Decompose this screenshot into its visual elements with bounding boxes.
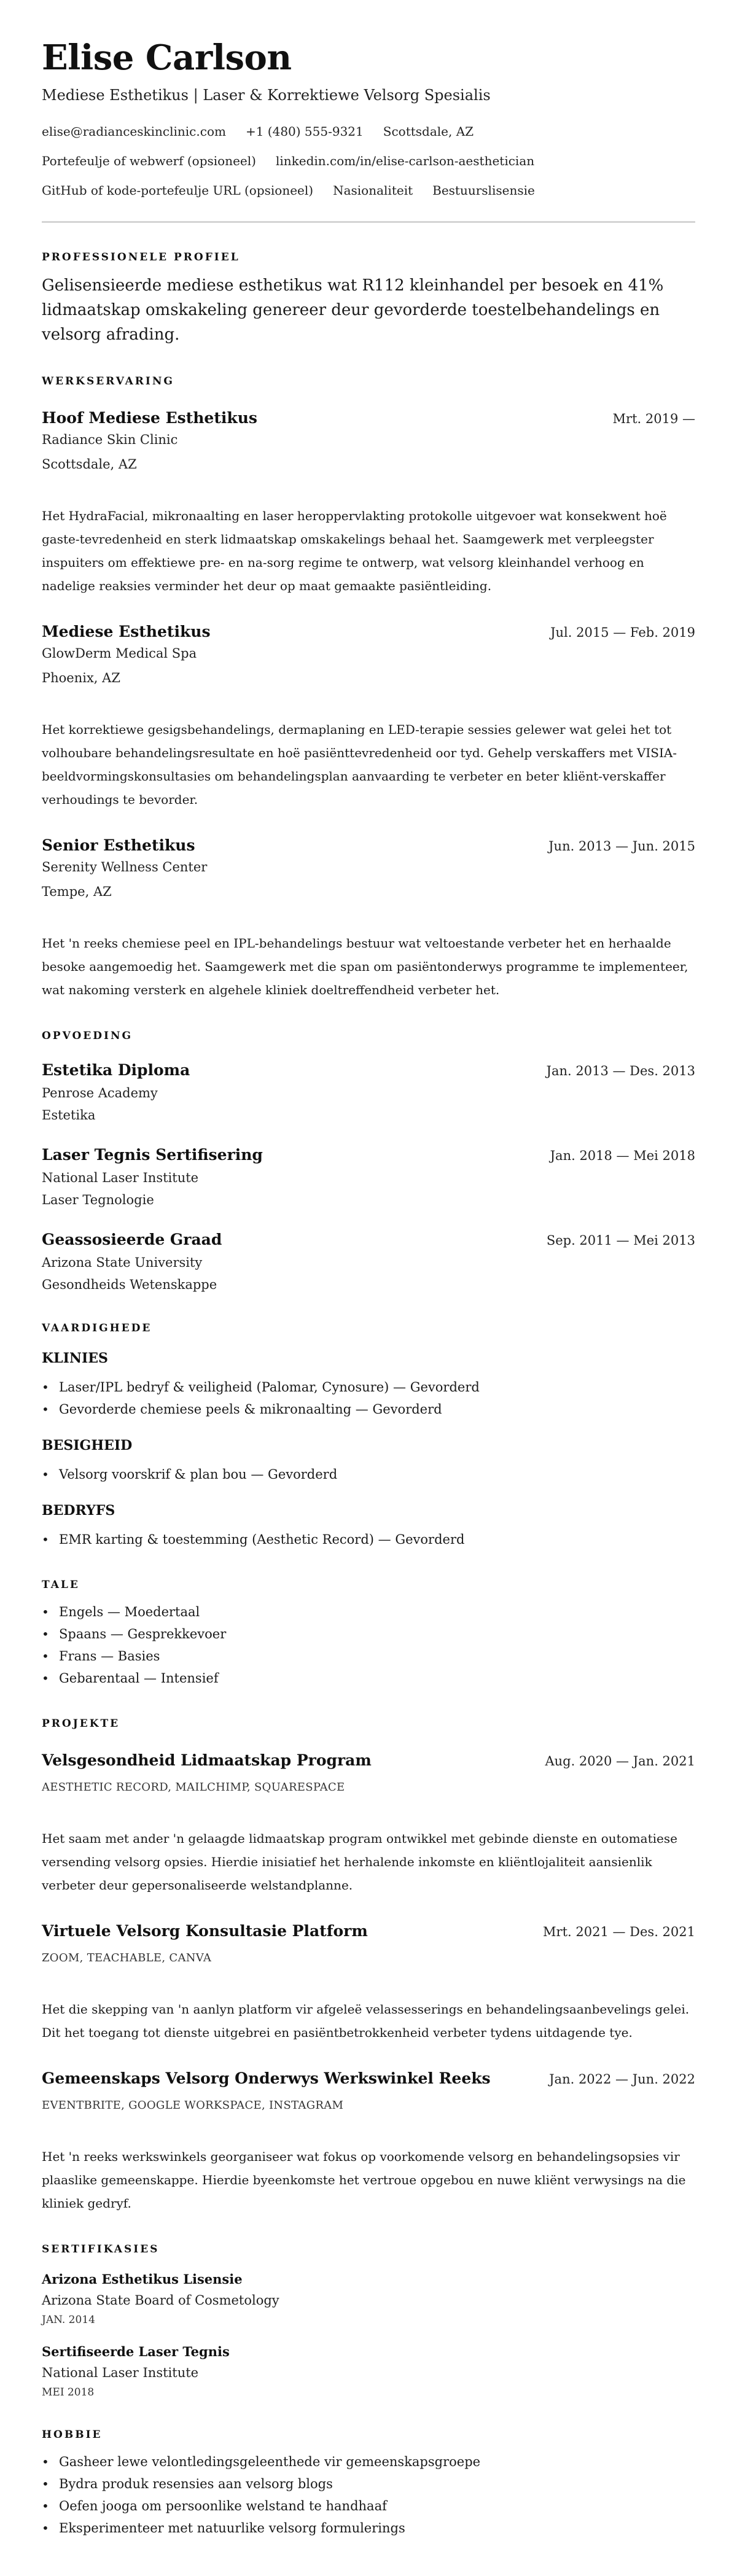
section-title: PROFESSIONELE PROFIEL [42,251,240,263]
certifications-section [42,2242,695,2400]
candidate-name: Elise Carlson [42,37,292,78]
job-location: Phoenix, AZ [42,671,120,685]
contact-nationality: Nasionaliteit [333,183,413,198]
experience-entry [42,408,695,597]
language-item: • Spaans — Gesprekkevoer [42,1623,695,1645]
section-title: TALE [42,1579,80,1591]
certification-date: MEI 2018 [42,2386,95,2399]
job-location: Tempe, AZ [42,884,112,899]
section-title: PROJEKTE [42,1718,120,1730]
language-item: • Engels — Moedertaal [42,1601,695,1623]
header-divider [42,221,695,223]
job-title: Mediese Esthetikus [42,623,211,640]
job-title: Hoof Mediese Esthetikus [42,409,257,427]
education-section [42,1029,695,1294]
skill-category: BESIGHEID [42,1438,133,1453]
hobby-item: • Bydra produk resensies aan velsorg blogs [42,2473,695,2495]
job-description: Het korrektiewe gesigsbehandelings, dermaplaning en LED-terapie sessies gelewer wat gelei het tot volhoubare behandelingsresultate en hoë pasiënttevredenheid oor tyd. Gehelp verskaffers met VISIA-beeldvormingskonsultasies om behandelingsplan aanvaarding te verbeter en beter kliënt-verskaffer verhoudings te bevorder. [42,722,677,807]
job-company: GlowDerm Medical Spa [42,646,197,661]
degree-title: Laser Tegnis Sertifisering [42,1146,263,1164]
hobby-list [42,2451,695,2539]
certification-entry [42,2270,695,2328]
job-location: Scottsdale, AZ [42,457,137,472]
languages-section [42,1578,695,1689]
project-entry [42,1751,695,1897]
skill-item: • Velsorg voorskrif & plan bou — Gevorderd [42,1463,695,1485]
certification-name: Arizona Esthetikus Lisensie [42,2271,243,2287]
contact-location: Scottsdale, AZ [383,124,474,139]
project-dates: Jan. 2022 — Jun. 2022 [549,2072,695,2087]
certification-name: Sertifiseerde Laser Tegnis [42,2344,230,2359]
skills-section [42,1321,695,1551]
education-dates: Jan. 2013 — Des. 2013 [546,1064,695,1078]
project-entry [42,2069,695,2215]
skill-list [42,1376,695,1420]
section-title: SERTIFIKASIES [42,2243,160,2255]
project-dates: Mrt. 2021 — Des. 2021 [543,1924,695,1939]
skill-list [42,1463,695,1485]
job-title: Senior Esthetikus [42,836,195,854]
certification-entry [42,2343,695,2400]
section-title: HOBBIE [42,2429,103,2441]
skill-item: • Laser/IPL bedryf & veiligheid (Palomar, Cynosure) — Gevorderd [42,1376,695,1398]
education-dates: Jan. 2018 — Mei 2018 [550,1148,695,1163]
resume-header [42,36,695,223]
project-tech: ZOOM, TEACHABLE, CANVA [42,1951,212,1964]
job-dates: Jun. 2013 — Jun. 2015 [548,839,695,854]
contact-row [42,182,695,199]
contact-drivers-license: Bestuurslisensie [432,183,535,198]
experience-entry [42,836,695,1002]
contact-row [42,123,695,140]
job-description: Het HydraFacial, mikronaalting en laser heroppervlakting protokolle uitgevoer wat konsekwent hoë gaste-tevredenheid en sterk lidmaatskap omskakelings behaal het. Saamgewerk met verpleegster inspuiters om effektiewe pre- en na-sorg regime te ontwerp, wat velsorg kleinhandel verhoog en nadelige reaksies verminder het deur op maat gemaakte pasiëntleiding. [42,508,667,593]
contact-portfolio[interactable]: Portefeulje of webwerf (opsioneel) [42,154,256,168]
hobby-item: • Gasheer lewe velontledingsgeleenthede vir gemeenskapsgroepe [42,2451,695,2473]
school-name: National Laser Institute [42,1170,199,1185]
education-entry [42,1145,695,1209]
profile-summary: Gelisensieerde mediese esthetikus wat R112 kleinhandel per besoek en 41% lidmaatskap omskakeling genereer deur gevorderde toestelbehandelings en velsorg afrading. [42,276,664,344]
school-name: Arizona State University [42,1255,203,1270]
language-item: • Gebarentaal — Intensief [42,1667,695,1689]
candidate-headline: Mediese Esthetikus | Laser & Korrektiewe Velsorg Spesialis [42,87,491,104]
certification-issuer: Arizona State Board of Cosmetology [42,2293,279,2308]
field-of-study: Gesondheids Wetenskappe [42,1277,217,1292]
project-description: Het 'n reeks werkswinkels georganiseer wat fokus op voorkomende velsorg en behandelingsopsies vir plaaslike gemeenskappe. Hierdie byeenkomste het vertroue opgebou en nuwe kliënt verwysings na die kliniek gedryf. [42,2149,686,2211]
certification-issuer: National Laser Institute [42,2365,199,2380]
project-entry [42,1921,695,2044]
hobby-item: • Eksperimenteer met natuurlike velsorg formulerings [42,2517,695,2539]
project-name: Gemeenskaps Velsorg Onderwys Werkswinkel Reeks [42,2069,491,2087]
hobby-item: • Oefen jooga om persoonlike welstand te handhaaf [42,2495,695,2517]
language-list [42,1601,695,1689]
contact-github[interactable]: GitHub of kode-portefeulje URL (opsioneel) [42,183,314,198]
job-company: Radiance Skin Clinic [42,432,178,447]
education-dates: Sep. 2011 — Mei 2013 [546,1233,695,1248]
education-entry [42,1060,695,1124]
hobbies-section [42,2427,695,2539]
section-title: VAARDIGHEDE [42,1322,152,1334]
certification-date: JAN. 2014 [42,2314,95,2326]
skill-category: BEDRYFS [42,1503,115,1519]
section-title: WERKSERVARING [42,375,174,387]
degree-title: Geassosieerde Graad [42,1231,222,1248]
job-dates: Jul. 2015 — Feb. 2019 [550,625,695,640]
job-dates: Mrt. 2019 — [612,411,695,426]
degree-title: Estetika Diploma [42,1061,190,1079]
project-description: Het saam met ander 'n gelaagde lidmaatskap program ontwikkel met gebinde dienste en outomatiese versending velsorg opsies. Hierdie inisiatief het herhalende inkomste en kliëntlojaliteit aansienlik verbeter deur gepersonaliseerde welstandplanne. [42,1831,677,1893]
language-item: • Frans — Basies [42,1645,695,1667]
experience-entry [42,622,695,811]
contact-row [42,152,695,169]
experience-section [42,374,695,1002]
job-description: Het 'n reeks chemiese peel en IPL-behandelings bestuur wat veltoestande verbeter het en herhaalde besoke aangemoedig het. Saamgewerk met die span om pasiëntonderwys programme te implementeer, wat nakoming versterk en algehele kliniek doeltreffendheid verbeter het. [42,936,688,997]
skill-category: KLINIES [42,1350,108,1366]
contact-phone[interactable]: +1 (480) 555-9321 [245,124,364,139]
field-of-study: Laser Tegnologie [42,1193,154,1207]
school-name: Penrose Academy [42,1086,158,1100]
project-description: Het die skepping van 'n aanlyn platform vir afgeleë velassesserings en behandelingsaanbevelings gelei. Dit het toegang tot dienste uitgebrei en pasiëntbetrokkenheid verbeter tydens uitdagende tye. [42,2002,690,2040]
profile-section [42,250,695,347]
education-entry [42,1230,695,1294]
contact-linkedin[interactable]: linkedin.com/in/elise-carlson-aesthetician [275,154,535,168]
projects-section [42,1716,695,2215]
field-of-study: Estetika [42,1108,96,1123]
project-dates: Aug. 2020 — Jan. 2021 [545,1754,695,1769]
project-name: Virtuele Velsorg Konsultasie Platform [42,1922,368,1940]
skill-item: • EMR karting & toestemming (Aesthetic Record) — Gevorderd [42,1528,695,1551]
project-tech: EVENTBRITE, GOOGLE WORKSPACE, INSTAGRAM [42,2099,344,2112]
skill-item: • Gevorderde chemiese peels & mikronaalting — Gevorderd [42,1398,695,1420]
section-title: OPVOEDING [42,1030,133,1042]
project-tech: AESTHETIC RECORD, MAILCHIMP, SQUARESPACE [42,1781,345,1794]
job-company: Serenity Wellness Center [42,860,208,874]
contact-email[interactable]: elise@radianceskinclinic.com [42,124,226,139]
project-name: Velsgesondheid Lidmaatskap Program [42,1751,372,1769]
skill-list [42,1528,695,1551]
